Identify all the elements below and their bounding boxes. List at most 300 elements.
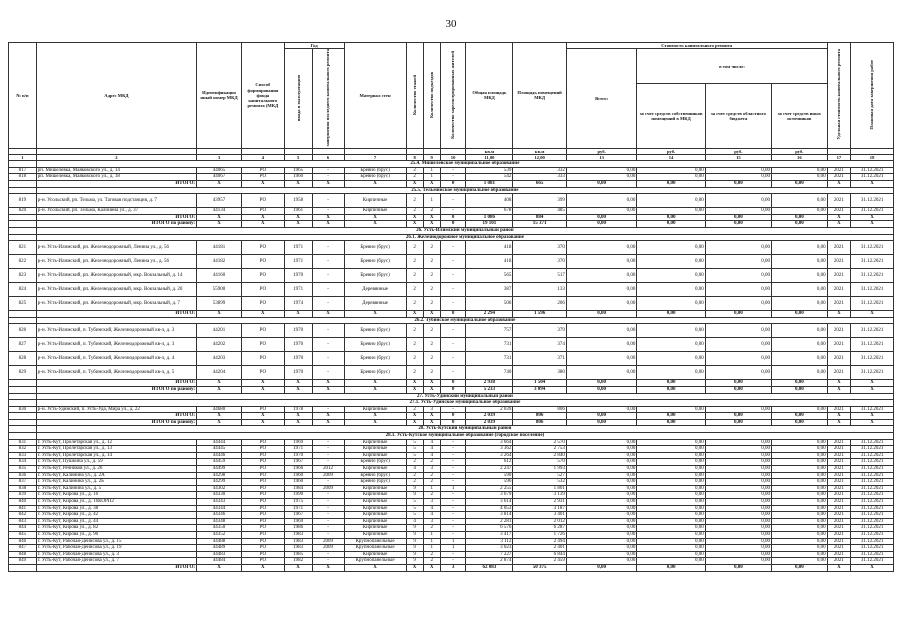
table-cell: 1: [423, 531, 440, 538]
table-cell: РО: [241, 485, 284, 492]
table-cell: 565: [466, 269, 513, 283]
table-cell: Бревно (брус): [344, 167, 406, 174]
total-cell: Х: [344, 413, 406, 420]
table-cell: 3: [423, 466, 440, 473]
table-cell: 0,00: [705, 174, 771, 181]
table-row: [9, 505, 894, 512]
total-cell: 0,00: [637, 413, 705, 420]
table-row: [9, 525, 894, 532]
table-cell: 0,00: [772, 545, 828, 552]
section-blank-cell: [9, 400, 37, 407]
total-cell: Х: [241, 564, 284, 571]
table-cell: 31.12.2021: [851, 492, 894, 499]
table-cell: р-н. Усть-Илимский, п. Тубинский, Железнодорожный кв-л, д. 3: [36, 338, 196, 352]
table-cell: РО: [241, 492, 284, 499]
table-cell: 821: [9, 241, 37, 255]
table-cell: 31.12.2021: [851, 531, 894, 538]
table-cell: 3 664: [466, 439, 513, 446]
table-cell: 0,00: [637, 518, 705, 525]
table-cell: 44065: [197, 167, 242, 174]
table-cell: 0,00: [705, 472, 771, 479]
total-cell: Х: [851, 380, 894, 387]
table-cell: 31.12.2021: [851, 241, 894, 255]
table-cell: 31.12.2021: [851, 352, 894, 366]
table-cell: 835: [9, 466, 37, 473]
table-cell: 2021: [827, 194, 851, 208]
table-cell: 0,00: [772, 366, 828, 380]
table-cell: 0,00: [637, 269, 705, 283]
total-cell: Х: [197, 380, 242, 387]
table-cell: 0,00: [772, 241, 828, 255]
total-cell: 0,00: [772, 311, 828, 318]
table-cell: -: [312, 406, 344, 413]
table-cell: -: [312, 505, 344, 512]
header-year-last-repair: завершения последнего капитального ремонта: [325, 49, 331, 147]
table-cell: 4: [406, 518, 423, 525]
table-cell: -: [312, 479, 344, 486]
table-cell: г. Усть-Кут, Рабочая-Денисова ул., д. 7: [36, 558, 196, 565]
table-cell: 0,00: [566, 194, 637, 208]
table-cell: 44352: [197, 531, 242, 538]
table-cell: 485: [513, 208, 566, 215]
table-cell: 374: [513, 338, 566, 352]
table-cell: 9: [406, 485, 423, 492]
table-row: [9, 194, 894, 208]
table-cell: РО: [241, 479, 284, 486]
table-cell: 1970: [284, 352, 312, 366]
table-cell: -: [440, 531, 466, 538]
total-row: [9, 380, 894, 387]
table-cell: г. Усть-Кут, Калинина ул., д. 2А: [36, 472, 196, 479]
table-cell: Бревно (брус): [344, 324, 406, 338]
header-no: № п/п: [9, 43, 37, 149]
table-row: [9, 479, 894, 486]
table-cell: РО: [241, 551, 284, 558]
table-row: [9, 518, 894, 525]
section-blank-cell: [9, 234, 37, 241]
table-cell: 847: [9, 545, 37, 552]
table-cell: Бревно (брус): [344, 352, 406, 366]
table-cell: 2 494: [513, 538, 566, 545]
table-cell: 4 053: [466, 505, 513, 512]
table-cell: 0,00: [566, 241, 637, 255]
table-cell: Кирпичные: [344, 525, 406, 532]
table-cell: РО: [241, 324, 284, 338]
section-title: 26. Усть-Илимский муниципальный район: [36, 227, 893, 234]
table-cell: 1983: [284, 538, 312, 545]
column-number: 17: [827, 154, 851, 160]
total-cell: Х: [827, 180, 851, 187]
table-cell: 31.12.2021: [851, 297, 894, 311]
table-cell: 4: [406, 466, 423, 473]
section-blank-cell: [9, 161, 37, 168]
total-blank-cell: [9, 386, 37, 393]
column-number: 6: [312, 154, 344, 160]
total-cell: Х: [827, 419, 851, 426]
table-cell: 0,00: [637, 466, 705, 473]
table-cell: 1971: [284, 255, 312, 269]
table-cell: 44203: [197, 352, 242, 366]
total-cell: Х: [241, 214, 284, 221]
total-label: ИТОГО:: [36, 380, 196, 387]
table-cell: г. Усть-Кут, Рабочая-Денисова ул., д. 15: [36, 538, 196, 545]
table-cell: 1967: [284, 512, 312, 519]
table-cell: 0,00: [705, 255, 771, 269]
total-cell: Х: [344, 180, 406, 187]
table-cell: РО: [241, 255, 284, 269]
table-cell: 0,00: [566, 466, 637, 473]
table-cell: Крупнопанельные: [344, 538, 406, 545]
table-cell: -: [440, 269, 466, 283]
table-cell: 31.12.2021: [851, 551, 894, 558]
table-cell: 0,00: [637, 446, 705, 453]
total-row: [9, 413, 894, 420]
table-cell: 0,00: [637, 167, 705, 174]
table-cell: г. Усть-Кут, Рабочая-Денисова ул., д. 19: [36, 545, 196, 552]
table-cell: 0,00: [566, 366, 637, 380]
table-cell: РО: [241, 452, 284, 459]
total-cell: Х: [827, 564, 851, 571]
column-number: 15: [705, 154, 771, 160]
table-cell: 0,00: [772, 531, 828, 538]
table-cell: 31.12.2021: [851, 452, 894, 459]
table-cell: р-н. Усть-Удинский, п. Усть-Уда, Мира ул., д. 22: [36, 406, 196, 413]
table-cell: 2 459: [513, 558, 566, 565]
table-cell: 133: [513, 283, 566, 297]
table-cell: -: [440, 352, 466, 366]
table-cell: 0,00: [566, 512, 637, 519]
table-cell: 0,00: [566, 439, 637, 446]
table-cell: 0,00: [637, 255, 705, 269]
table-cell: 2009: [312, 545, 344, 552]
total-cell: Х: [312, 180, 344, 187]
section-blank-cell: [9, 393, 37, 400]
table-cell: 0,00: [566, 297, 637, 311]
table-cell: 2021: [827, 531, 851, 538]
table-cell: 0,00: [705, 459, 771, 466]
table-cell: 1: [423, 538, 440, 545]
table-cell: 1965: [284, 167, 312, 174]
table-cell: 2: [406, 406, 423, 413]
table-cell: 2021: [827, 518, 851, 525]
table-cell: 0,00: [637, 194, 705, 208]
table-cell: 9: [406, 558, 423, 565]
total-cell: Х: [284, 386, 312, 393]
table-cell: Кирпичные: [344, 439, 406, 446]
table-cell: 1961: [284, 208, 312, 215]
total-cell: Х: [241, 413, 284, 420]
table-row: [9, 269, 894, 283]
section-blank-cell: [9, 187, 37, 194]
total-cell: 0,00: [566, 214, 637, 221]
section-row: [9, 227, 894, 234]
table-cell: 2021: [827, 241, 851, 255]
table-cell: 44202: [197, 338, 242, 352]
table-cell: РО: [241, 338, 284, 352]
unit-cell: руб.: [566, 148, 637, 154]
total-cell: Х: [197, 214, 242, 221]
table-cell: 3 023: [466, 545, 513, 552]
table-cell: 2: [423, 283, 440, 297]
table-cell: -: [440, 518, 466, 525]
table-cell: 2: [423, 255, 440, 269]
table-cell: 1971: [284, 446, 312, 453]
table-cell: 370: [513, 255, 566, 269]
table-cell: 1983: [284, 531, 312, 538]
total-cell: Х: [284, 221, 312, 228]
header-year-commission: ввода в эксплуатацию: [295, 74, 301, 121]
total-cell: Х: [406, 311, 423, 318]
table-cell: 0,00: [705, 446, 771, 453]
table-cell: -: [440, 479, 466, 486]
table-cell: -: [440, 558, 466, 565]
table-cell: 596: [466, 479, 513, 486]
table-cell: 1958: [284, 194, 312, 208]
section-title: 26.2. Тубинское муниципальное образование: [36, 317, 893, 324]
table-cell: 31.12.2021: [851, 545, 894, 552]
table-cell: 2: [406, 472, 423, 479]
table-cell: 2021: [827, 459, 851, 466]
table-cell: р-н. Усольский, рп. Тельма, ул. Таговая подстанция, д. 7: [36, 194, 196, 208]
total-blank-cell: [9, 380, 37, 387]
total-cell: Х: [406, 564, 423, 571]
table-cell: 0,00: [637, 452, 705, 459]
table-cell: 0,00: [637, 499, 705, 506]
table-cell: 2: [423, 269, 440, 283]
table-cell: -: [440, 366, 466, 380]
table-cell: 3 187: [513, 505, 566, 512]
table-cell: РО: [241, 466, 284, 473]
total-cell: Х: [851, 311, 894, 318]
total-row: [9, 180, 894, 187]
table-cell: 0,00: [772, 167, 828, 174]
table-cell: 820: [9, 208, 37, 215]
table-cell: -: [440, 167, 466, 174]
total-cell: Х: [423, 221, 440, 228]
header-cost-regional: за счет средств областного бюджета: [705, 84, 771, 149]
table-cell: р-н. Усть-Илимский, рп. Железнодорожный, мкр. Вокзальный, д. 7: [36, 297, 196, 311]
table-cell: 836: [9, 472, 37, 479]
total-cell: Х: [284, 413, 312, 420]
table-cell: -: [312, 531, 344, 538]
table-cell: 0,00: [566, 485, 637, 492]
table-row: [9, 512, 894, 519]
total-cell: Х: [284, 180, 312, 187]
table-cell: 31.12.2021: [851, 446, 894, 453]
table-cell: 2021: [827, 466, 851, 473]
table-cell: р-н. Усть-Илимский, рп. Железнодорожный, Ленина ул., д. 56: [36, 255, 196, 269]
table-cell: г. Усть-Кут, Кирова ул., д. 42: [36, 512, 196, 519]
total-cell: 0,00: [705, 311, 771, 318]
table-cell: 4: [423, 505, 440, 512]
total-cell: Х: [197, 386, 242, 393]
table-cell: -: [440, 208, 466, 215]
table-cell: Крупнопанельные: [344, 545, 406, 552]
table-cell: -: [312, 512, 344, 519]
table-cell: РО: [241, 297, 284, 311]
table-cell: Бревно (брус): [344, 472, 406, 479]
table-row: [9, 297, 894, 311]
table-cell: 0,00: [566, 452, 637, 459]
table-cell: 612: [466, 459, 513, 466]
total-cell: Х: [284, 214, 312, 221]
table-cell: Кирпичные: [344, 551, 406, 558]
total-blank-cell: [9, 419, 37, 426]
table-cell: 2: [423, 551, 440, 558]
table-cell: РО: [241, 558, 284, 565]
table-row: [9, 545, 894, 552]
table-cell: -: [312, 241, 344, 255]
table-cell: р-н. Усть-Илимский, рп. Железнодорожный, мкр. Вокзальный, д. 14: [36, 269, 196, 283]
table-cell: 2021: [827, 439, 851, 446]
table-cell: 2021: [827, 545, 851, 552]
table-cell: 2021: [827, 558, 851, 565]
section-row: [9, 400, 894, 407]
table-cell: 5: [406, 452, 423, 459]
table-cell: 844: [9, 525, 37, 532]
total-cell: Х: [827, 311, 851, 318]
table-cell: -: [312, 459, 344, 466]
table-cell: 1985: [284, 551, 312, 558]
table-cell: 845: [9, 531, 37, 538]
total-cell: 0,00: [772, 180, 828, 187]
table-cell: 44346: [197, 512, 242, 519]
total-cell: Х: [827, 380, 851, 387]
total-cell: Х: [197, 564, 242, 571]
total-cell: 0: [440, 180, 466, 187]
total-cell: 0,00: [705, 380, 771, 387]
total-cell: Х: [423, 413, 440, 420]
total-cell: Х: [241, 386, 284, 393]
table-cell: г. Усть-Кут, Пролетарская ул., д. 12: [36, 439, 196, 446]
table-cell: 2021: [827, 538, 851, 545]
total-cell: Х: [344, 419, 406, 426]
column-number: 8: [406, 154, 423, 160]
total-blank-cell: [9, 180, 37, 187]
table-cell: 3 401: [513, 512, 566, 519]
table-cell: 0,00: [637, 531, 705, 538]
table-cell: 44484: [197, 558, 242, 565]
table-cell: 0,00: [637, 297, 705, 311]
table-cell: 9: [406, 551, 423, 558]
table-cell: 0,00: [705, 352, 771, 366]
table-cell: 840: [9, 499, 37, 506]
total-label: ИТОГО:: [36, 564, 196, 571]
table-cell: 44350: [197, 525, 242, 532]
table-cell: 5: [406, 505, 423, 512]
total-cell: Х: [312, 413, 344, 420]
table-cell: -: [440, 466, 466, 473]
table-cell: Кирпичные: [344, 466, 406, 473]
table-cell: 3 814: [466, 512, 513, 519]
table-cell: 532: [513, 479, 566, 486]
table-cell: 31.12.2021: [851, 512, 894, 519]
table-cell: -: [312, 255, 344, 269]
table-cell: 819: [9, 194, 37, 208]
table-cell: 0,00: [637, 485, 705, 492]
total-label: ИТОГО:: [36, 311, 196, 318]
table-cell: 2: [406, 297, 423, 311]
total-cell: 0,00: [705, 564, 771, 571]
table-cell: 0,00: [772, 466, 828, 473]
total-blank-cell: [9, 311, 37, 318]
table-cell: РО: [241, 505, 284, 512]
table-cell: 731: [466, 352, 513, 366]
table-cell: 1: [423, 194, 440, 208]
table-cell: Бревно (брус): [344, 174, 406, 181]
table-cell: 1974: [284, 297, 312, 311]
total-label: ИТОГО:: [36, 413, 196, 420]
table-cell: 829: [9, 366, 37, 380]
table-cell: РО: [241, 518, 284, 525]
table-cell: р-н. Усть-Илимский, п. Тубинский, Железнодорожный кв-л, д. 3: [36, 324, 196, 338]
table-cell: -: [312, 297, 344, 311]
table-cell: 9: [406, 538, 423, 545]
table-row: [9, 366, 894, 380]
table-cell: 55900: [197, 283, 242, 297]
column-number: 12,00: [513, 154, 566, 160]
table-cell: г. Усть-Кут, Кирова ул., д. 96: [36, 531, 196, 538]
table-cell: РО: [241, 545, 284, 552]
table-cell: РО: [241, 352, 284, 366]
table-cell: 0,00: [637, 525, 705, 532]
total-cell: 0,00: [772, 386, 828, 393]
table-cell: 0,00: [705, 406, 771, 413]
table-cell: 0,00: [566, 505, 637, 512]
total-cell: 2 039: [466, 413, 513, 420]
table-cell: Кирпичные: [344, 406, 406, 413]
table-cell: 1960: [284, 174, 312, 181]
table-cell: рп. Мишелевка, Маяковского ул., д. 14: [36, 167, 196, 174]
section-title: 28.1. Усть-Кутское муниципальное образование (городское поселение): [36, 433, 893, 440]
table-cell: 2021: [827, 452, 851, 459]
total-cell: 0,00: [566, 311, 637, 318]
table-cell: 1: [440, 485, 466, 492]
section-blank-cell: [9, 433, 37, 440]
total-cell: 884: [513, 214, 566, 221]
table-cell: 6 576: [466, 525, 513, 532]
table-row: [9, 446, 894, 453]
table-cell: Кирпичные: [344, 446, 406, 453]
table-cell: 517: [513, 269, 566, 283]
table-row: [9, 167, 894, 174]
table-cell: 2021: [827, 499, 851, 506]
table-cell: 1978: [284, 406, 312, 413]
unit-cell: кв.м: [466, 148, 513, 154]
capital-repair-table: [8, 42, 894, 572]
table-cell: 44459: [197, 459, 242, 466]
total-row: [9, 214, 894, 221]
table-cell: 1 726: [513, 531, 566, 538]
table-cell: 379: [513, 324, 566, 338]
total-cell: 806: [513, 419, 566, 426]
total-cell: Х: [423, 180, 440, 187]
total-cell: Х: [344, 214, 406, 221]
table-cell: 2: [423, 241, 440, 255]
unit-cell: руб.: [637, 148, 705, 154]
table-cell: -: [312, 551, 344, 558]
table-cell: РО: [241, 472, 284, 479]
table-cell: 2021: [827, 492, 851, 499]
table-cell: 2: [406, 338, 423, 352]
table-cell: -: [440, 324, 466, 338]
total-cell: 0: [440, 221, 466, 228]
table-cell: 841: [9, 505, 37, 512]
table-cell: рп. Мишелевка, Маяковского ул., д. 18: [36, 174, 196, 181]
table-cell: -: [312, 352, 344, 366]
table-cell: 828: [9, 352, 37, 366]
total-cell: Х: [406, 380, 423, 387]
